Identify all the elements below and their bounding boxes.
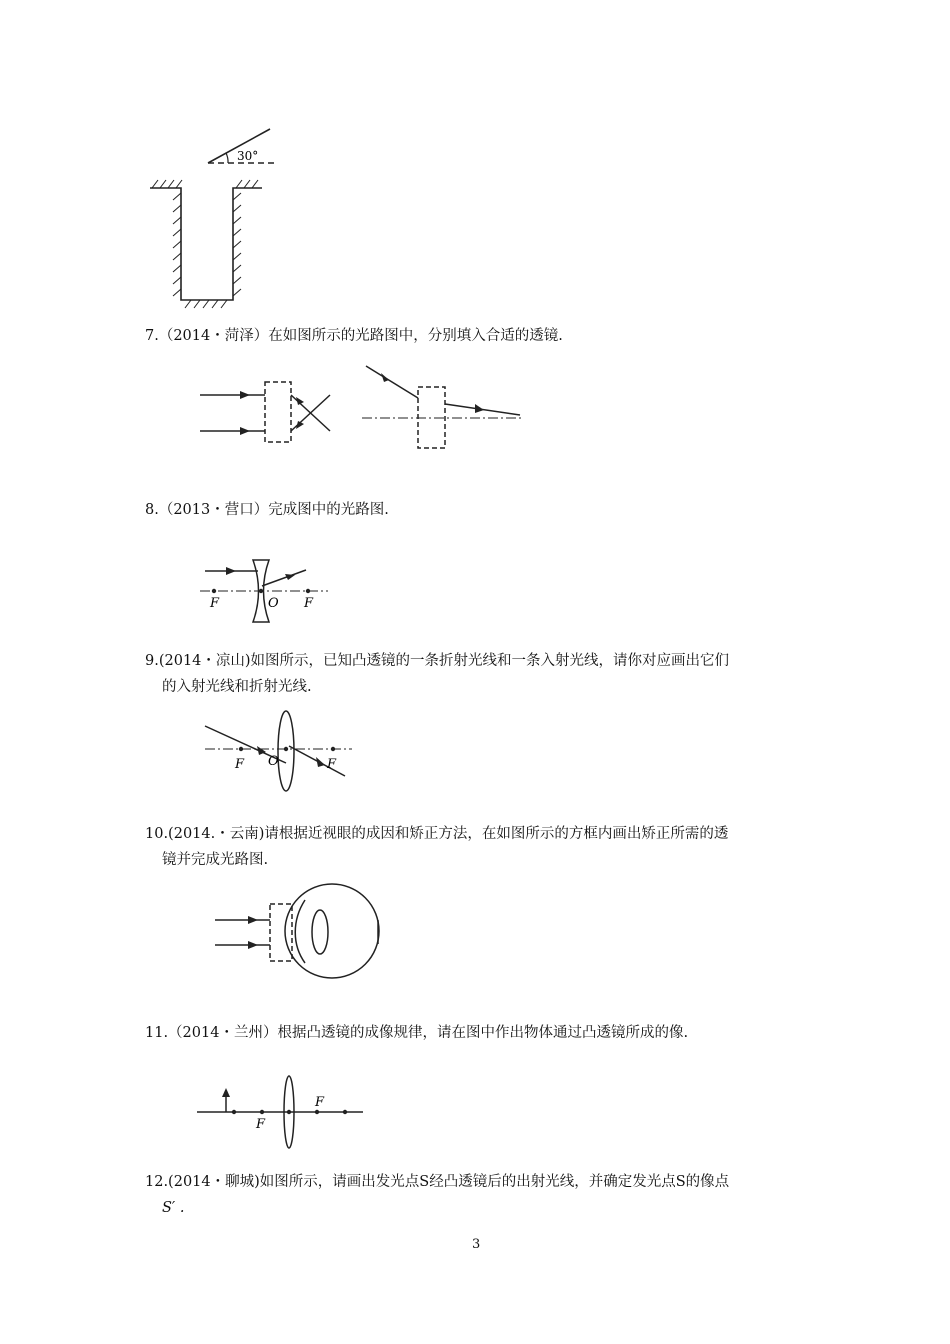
question-10-line-1: 10.(2014.・云南)请根据近视眼的成因和矫正方法，在如图所示的方框内画出矫正所需的透 (145, 826, 729, 842)
question-7: 7.（2014・菏泽）在如图所示的光路图中，分别填入合适的透镜. (145, 328, 563, 344)
focus-label-right-11: F (315, 1095, 325, 1110)
question-9-line-2: 的入射光线和折射光线. (162, 679, 312, 695)
question-11: 11.（2014・兰州）根据凸透镜的成像规律，请在图中作出物体通过凸透镜所成的像. (145, 1025, 689, 1041)
focus-label-right-9: F (327, 757, 337, 772)
optical-center-label: O (268, 596, 279, 611)
question-8: 8.（2013・营口）完成图中的光路图. (145, 502, 389, 518)
focus-label-right: F (304, 596, 314, 611)
question-9-line-1: 9.(2014・凉山)如图所示，已知凸透镜的一条折射光线和一条入射光线，请你对应画出它们 (145, 653, 730, 669)
focus-label-left-9: F (235, 757, 245, 772)
optical-center-label-9: O (268, 754, 279, 769)
focus-label-left: F (210, 596, 220, 611)
focus-label-left-11: F (256, 1117, 266, 1132)
question-12-line-1: 12.(2014・聊城)如图所示，请画出发光点S经凸透镜后的出射光线，并确定发光点S的像点 (145, 1174, 730, 1190)
angle-label: 30° (237, 149, 259, 163)
question-12-line-2: S′ . (162, 1200, 185, 1216)
page-number: 3 (472, 1237, 481, 1252)
question-10-line-2: 镜并完成光路图. (162, 852, 269, 868)
